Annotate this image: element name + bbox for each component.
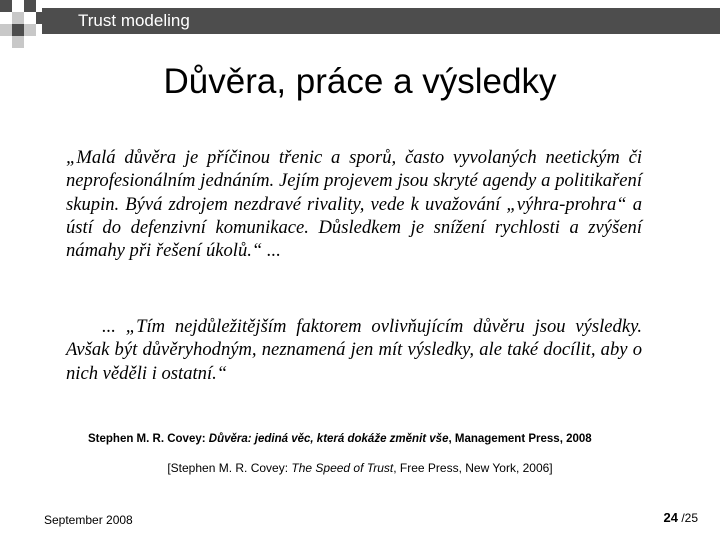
page-number: [664, 510, 699, 525]
citation-prefix: [Stephen M. R. Covey:: [167, 461, 292, 475]
decor-square: [36, 12, 48, 24]
quote-paragraph-2: ... „Tím nejdůležitějším faktorem ovlivňujícím důvěru jsou výsledky. Avšak být důvěryhodným, neznamená jen mít výsledky, ale také docílit, aby o nich věděli i ostatní.“: [66, 316, 642, 384]
page-current: 24: [663, 510, 678, 525]
citation-english: [0, 461, 720, 475]
footer-date: September 2008: [44, 513, 133, 527]
citation-author: Stephen M. R. Covey:: [88, 433, 209, 445]
decor-square: [12, 24, 24, 36]
decor-square: [24, 24, 36, 36]
citation-czech: [88, 433, 592, 445]
decor-square: [0, 24, 12, 36]
citation-book-title: Důvěra: jediná věc, která dokáže změnit vše: [208, 433, 449, 445]
decor-square: [0, 0, 12, 12]
slide-title: Důvěra, práce a výsledky: [163, 62, 557, 101]
decor-square: [24, 0, 36, 12]
citation-suffix: , Free Press, New York, 2006]: [393, 461, 553, 475]
quote-paragraph-1: „Malá důvěra je příčinou třenic a sporů, často vyvolaných neetickým či neprofesionálním jednáním. Jejím projevem jsou skryté agendy a politikaření skupin. Bývá zdrojem nezdravé rivality, vede k uvažování „výhra-prohra“ a ústí do defenzivní komunikace. Důsledkem je snížení rychlosti a zvýšení námahy při řešení úkolů.“ ...: [66, 147, 642, 262]
page-total: /25: [681, 511, 698, 525]
decor-square: [12, 36, 24, 48]
citation-book-title-en: The Speed of Trust: [291, 461, 394, 475]
decor-square: [12, 12, 24, 24]
header-title: Trust modeling: [78, 11, 190, 30]
citation-publisher: , Management Press, 2008: [448, 433, 592, 445]
